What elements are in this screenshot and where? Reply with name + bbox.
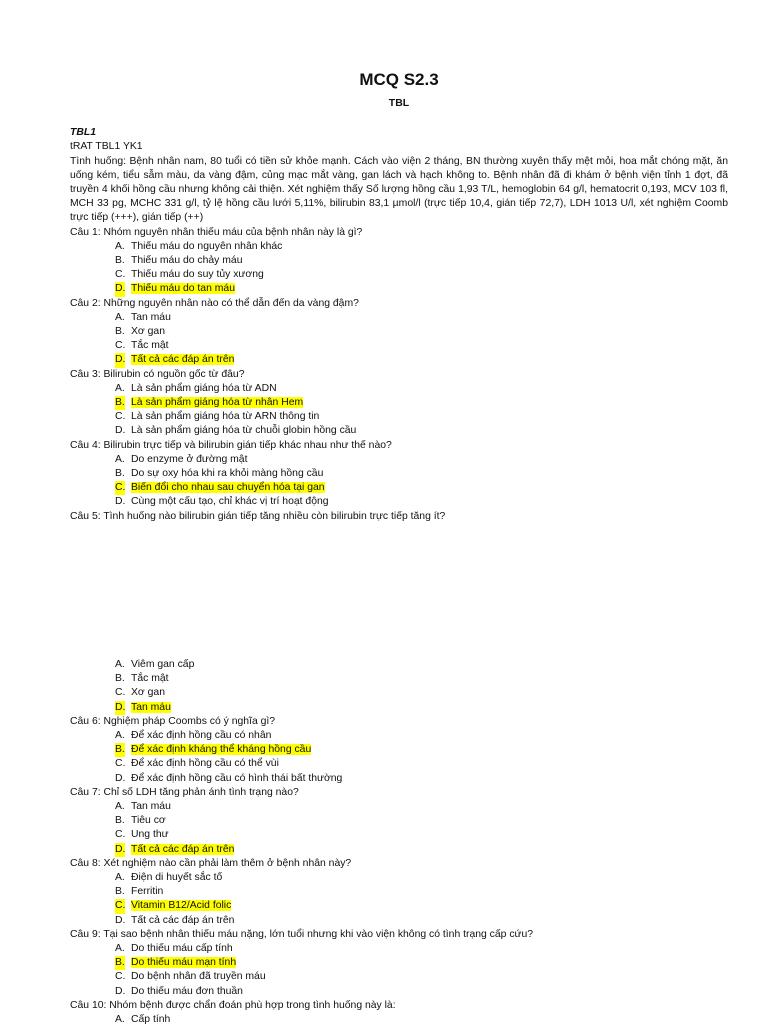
option-text: Tắc mật [131, 340, 169, 352]
option-item [115, 396, 728, 410]
option-item [115, 914, 728, 928]
option-letter: A. [115, 240, 125, 252]
option-letter: B. [115, 326, 125, 338]
option-letter: A. [115, 658, 125, 670]
option-item [115, 325, 728, 339]
question-text: Câu 2: Những nguyên nhân nào có thể dẫn đến da vàng đậm? [70, 297, 359, 309]
option-text: Ung thư [131, 829, 169, 841]
option-item [115, 467, 728, 481]
option-item [115, 772, 728, 786]
section-line: tRAT TBL1 YK1 [70, 141, 143, 153]
option-text: Thiếu máu do nguyên nhân khác [131, 240, 283, 252]
option-item [115, 410, 728, 424]
option-item [115, 1013, 728, 1027]
option-letter: B. [115, 468, 125, 480]
option-text-highlighted: Tan máu [131, 701, 171, 713]
option-text-highlighted: Để xác định kháng thể kháng hồng cầu [131, 744, 312, 756]
option-list [70, 453, 728, 510]
option-text: Thiếu máu do chảy máu [131, 255, 243, 267]
option-text: Tất cả các đáp án trên [131, 914, 235, 926]
option-letter: B. [115, 255, 125, 267]
option-text: Tan máu [131, 800, 171, 812]
option-item [115, 956, 728, 970]
option-text: Là sản phẩm giáng hóa từ ADN [131, 382, 277, 394]
option-item [115, 658, 728, 672]
option-text: Thiếu máu do suy tủy xương [131, 269, 264, 281]
option-text: Là sản phẩm giáng hóa từ chuỗi globin hồng cầu [131, 425, 357, 437]
option-letter: D. [115, 701, 125, 715]
option-text-highlighted: Vitamin B12/Acid folic [131, 900, 232, 912]
option-text-highlighted: Tất cả các đáp án trên [131, 843, 235, 855]
option-text-highlighted: Biến đổi cho nhau sau chuyển hóa tại gan [131, 482, 325, 494]
option-letter: D. [115, 843, 125, 857]
option-letter: B. [115, 815, 125, 827]
question-text: Câu 9: Tại sao bệnh nhân thiếu máu nặng, lớn tuổi nhưng khi vào viện không có tình trạng cấp cứu? [70, 928, 534, 940]
option-list [70, 240, 728, 297]
option-list [70, 1013, 728, 1027]
option-list [70, 729, 728, 786]
option-letter: A. [115, 942, 125, 954]
option-list [70, 382, 728, 439]
option-text: Để xác định hồng cầu có thể vùi [131, 758, 279, 770]
option-text: Do thiếu máu đơn thuần [131, 985, 243, 997]
scenario-paragraph: Tình huống: Bệnh nhân nam, 80 tuổi có tiền sử khỏe mạnh. Cách vào viện 2 tháng, BN thường xuyên thấy mệt mỏi, hoa mắt chóng mặt, ăn uống kém, tiểu sẫm màu, da vàng đậm, củng mạc mắt vàng, gan lách và hạch không to. Bệnh nhân đã đi khám ở bệnh viện tỉnh 1 đợt, đã truyền 4 khối hồng cầu nhưng không cải thiện. Xét nghiệm thấy Số lượng hồng cầu 1,93 T/L, hemoglobin 64 g/l, hematocrit 0,193, MCV 103 fl, MCH 33 pg, MCHC 331 g/l, tỷ lệ hồng cầu lưới 5,11%, bilirubin 83,1 µmol/l (trực tiếp 10,4, gián tiếp 72,7), LDH 1013 U/l, xét nghiệm Coomb trực tiếp (+++), gián tiếp (++) [70, 155, 728, 224]
option-item [115, 942, 728, 956]
option-text: Ferritin [131, 886, 164, 898]
option-item [115, 970, 728, 984]
option-letter: C. [115, 411, 126, 423]
section-heading: TBL1 [70, 127, 96, 139]
question-text: Câu 6: Nghiệm pháp Coombs có ý nghĩa gì? [70, 715, 276, 727]
option-letter: B. [115, 886, 125, 898]
question-text: Câu 10: Nhóm bệnh được chẩn đoán phù hợp trong tình huống này là: [70, 999, 396, 1011]
option-text: Cấp tính [131, 1013, 171, 1025]
option-text: Cùng một cấu tạo, chỉ khác vị trí hoạt động [131, 496, 329, 508]
question-text: Câu 3: Bilirubin có nguồn gốc từ đâu? [70, 368, 245, 380]
option-list [70, 942, 728, 999]
option-text: Để xác định hồng cầu có nhân [131, 729, 272, 741]
question-text: Câu 7: Chỉ số LDH tăng phản ánh tình trạng nào? [70, 786, 299, 798]
option-letter: D. [115, 353, 125, 367]
option-item [115, 686, 728, 700]
option-text: Tiêu cơ [131, 815, 166, 827]
option-letter: D. [115, 914, 126, 926]
option-text-highlighted: Là sản phẩm giáng hóa từ nhân Hem [131, 397, 304, 409]
option-letter: D. [115, 496, 126, 508]
option-text: Tắc mật [131, 673, 169, 685]
option-item [115, 743, 728, 757]
option-letter: C. [115, 758, 126, 770]
option-letter: B. [115, 956, 125, 970]
option-item [115, 424, 728, 438]
option-item [115, 800, 728, 814]
option-letter: B. [115, 673, 125, 685]
option-item [115, 985, 728, 999]
option-item [115, 254, 728, 268]
document-subtitle: TBL [388, 97, 410, 109]
option-letter: D. [115, 425, 126, 437]
option-item [115, 353, 728, 367]
option-item [115, 885, 728, 899]
option-letter: A. [115, 1013, 125, 1025]
option-item [115, 757, 728, 771]
option-item [115, 828, 728, 842]
option-item [115, 814, 728, 828]
option-letter: D. [115, 985, 126, 997]
option-letter: A. [115, 382, 125, 394]
option-item [115, 382, 728, 396]
option-text: Xơ gan [131, 687, 165, 699]
option-list [70, 658, 728, 715]
document-title: MCQ S2.3 [359, 70, 439, 89]
option-letter: C. [115, 687, 126, 699]
option-letter: C. [115, 269, 126, 281]
option-item [115, 311, 728, 325]
option-letter: C. [115, 899, 125, 913]
option-item [115, 871, 728, 885]
option-item [115, 268, 728, 282]
option-text: Là sản phẩm giáng hóa từ ARN thông tin [131, 411, 320, 423]
option-text-highlighted: Thiếu máu do tan máu [131, 283, 235, 295]
document-page [70, 70, 728, 1027]
option-text: Tan máu [131, 311, 171, 323]
option-letter: C. [115, 340, 126, 352]
question-list [70, 226, 728, 1027]
option-text-highlighted: Do thiếu máu mạn tính [131, 957, 237, 969]
option-list [70, 800, 728, 857]
option-letter: A. [115, 311, 125, 323]
option-letter: C. [115, 971, 126, 983]
option-letter: A. [115, 871, 125, 883]
question-text: Câu 1: Nhóm nguyên nhân thiếu máu của bệnh nhân này là gì? [70, 226, 363, 238]
option-letter: C. [115, 481, 125, 495]
option-item [115, 701, 728, 715]
option-item [115, 899, 728, 913]
option-item [115, 481, 728, 495]
blank-space [70, 524, 728, 658]
option-letter: D. [115, 282, 125, 296]
option-letter: D. [115, 772, 126, 784]
option-letter: A. [115, 453, 125, 465]
option-list [70, 311, 728, 368]
option-text: Viêm gan cấp [131, 658, 195, 670]
option-text: Do bệnh nhân đã truyền máu [131, 971, 266, 983]
option-text: Để xác định hồng cầu có hình thái bất thường [131, 772, 343, 784]
question-text: Câu 8: Xét nghiệm nào cần phải làm thêm ở bệnh nhân này? [70, 857, 352, 869]
question-text: Câu 5: Tình huống nào bilirubin gián tiếp tăng nhiều còn bilirubin trực tiếp tăng ít? [70, 510, 446, 522]
option-letter: C. [115, 829, 126, 841]
option-item [115, 240, 728, 254]
option-item [115, 339, 728, 353]
option-item [115, 729, 728, 743]
option-text: Do thiếu máu cấp tính [131, 942, 233, 954]
option-item [115, 453, 728, 467]
question-text: Câu 4: Bilirubin trực tiếp và bilirubin gián tiếp khác nhau như thế nào? [70, 439, 392, 451]
option-text: Do enzyme ở đường mật [131, 453, 248, 465]
option-letter: A. [115, 729, 125, 741]
option-text: Xơ gan [131, 326, 165, 338]
option-item [115, 495, 728, 509]
option-text: Điện di huyết sắc tố [131, 871, 223, 883]
option-text: Do sự oxy hóa khi ra khỏi màng hồng cầu [131, 468, 324, 480]
option-item [115, 843, 728, 857]
option-list [70, 871, 728, 928]
option-item [115, 672, 728, 686]
option-letter: A. [115, 800, 125, 812]
option-text-highlighted: Tất cả các đáp án trên [131, 354, 235, 366]
option-letter: B. [115, 396, 125, 410]
option-letter: B. [115, 743, 125, 757]
option-item [115, 282, 728, 296]
